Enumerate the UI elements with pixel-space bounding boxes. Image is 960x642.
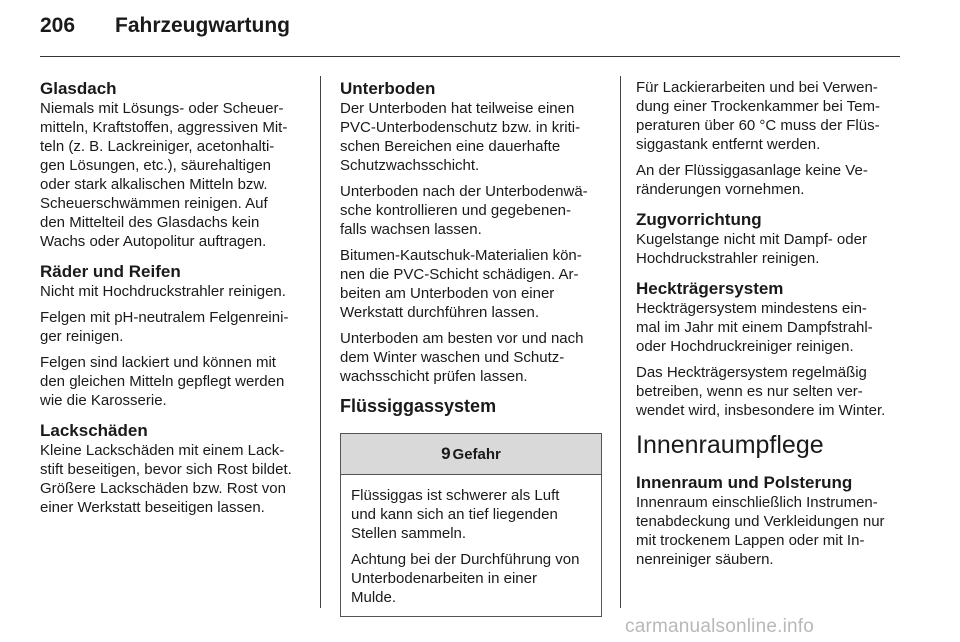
warning-icon: 9	[441, 444, 451, 463]
column-divider-2	[620, 76, 621, 608]
section-unterboden	[340, 78, 602, 386]
heading-glasdach: Glasdach	[40, 79, 117, 98]
page-header	[40, 14, 290, 38]
text-raeder-3: Felgen sind lackiert und können mit den gleichen Mitteln gepflegt werden wie die Karosserie.	[40, 354, 285, 409]
page-number: 206	[40, 14, 76, 37]
page-title: Fahrzeugwartung	[115, 14, 291, 37]
text-unterboden-4: Unterboden am besten vor und nach dem Winter waschen und Schutz- wachsschicht prüfen lassen.	[340, 330, 584, 385]
section-polsterung	[636, 472, 908, 569]
watermark: carmanualsonline.info	[625, 616, 815, 637]
heading-unterboden: Unterboden	[340, 79, 436, 98]
text-unterboden-3: Bitumen-Kautschuk-Materialien kön- nen die PVC-Schicht schädigen. Ar- beiten am Unterboden von einer Werkstatt durchführen lassen.	[340, 247, 582, 321]
warning-box	[340, 433, 602, 617]
text-hecktraeger-1: Heckträgersystem mindestens ein- mal im Jahr mit einem Dampfstrahl- oder Hochdruckreiniger reinigen.	[636, 300, 873, 355]
heading-fluessiggassystem: Flüssiggassystem	[340, 396, 497, 416]
heading-raeder: Räder und Reifen	[40, 262, 181, 281]
section-hecktraeger	[636, 278, 908, 420]
text-glasdach: Niemals mit Lösungs- oder Scheuer- mitteln, Kraftstoffen, aggressiven Mit- teln (z. B. Lackreiniger, acetonhalti- gen Lösungen, etc.), säurehaltigen oder stark alkalischen Mitteln bzw. Scheuerschwämmen reinigen. Auf den Mittelteil des Glasdachs kein Wachs oder Autopolitur auftragen.	[40, 100, 288, 250]
section-lackschaeden	[40, 420, 322, 517]
warning-text-1: Flüssiggas ist schwerer als Luft und kann sich an tief liegenden Stellen sammeln.	[351, 487, 560, 542]
warning-body	[341, 475, 601, 616]
text-polsterung: Innenraum einschließlich Instrumen- tenabdeckung und Verkleidungen nur mit trockenem Lappen oder mit In- nenreiniger säubern.	[636, 494, 885, 568]
text-lackierarbeiten: Für Lackierarbeiten und bei Verwen- dung einer Trockenkammer bei Tem- peraturen über 60 °C muss der Flüs- siggastank entfernt werden.	[636, 79, 880, 153]
section-glasdach	[40, 78, 322, 251]
text-unterboden-1: Der Unterboden hat teilweise einen PVC-Unterbodenschutz bzw. in kriti- schen Bereichen eine dauerhafte Schutzwachsschicht.	[340, 100, 581, 174]
heading-polsterung: Innenraum und Polsterung	[636, 473, 853, 492]
column-2	[340, 78, 602, 617]
section-anlage	[636, 161, 908, 199]
warning-header	[341, 434, 601, 475]
heading-zugvorrichtung: Zugvorrichtung	[636, 210, 762, 229]
heading-lackschaeden: Lackschäden	[40, 421, 148, 440]
section-raeder	[40, 261, 322, 410]
text-lackschaeden: Kleine Lackschäden mit einem Lack- stift beseitigen, bevor sich Rost bildet. Größere Lackschäden bzw. Rost von einer Werkstatt beseitigen lassen.	[40, 442, 292, 516]
text-hecktraeger-2: Das Heckträgersystem regelmäßig betreiben, wenn es nur selten ver- wendet wird, insbesondere im Winter.	[636, 364, 886, 419]
warning-text-2: Achtung bei der Durchführung von Unterbodenarbeiten in einer Mulde.	[351, 551, 580, 606]
section-zugvorrichtung	[636, 209, 908, 268]
text-raeder-2: Felgen mit pH-neutralem Felgenreini- ger reinigen.	[40, 309, 289, 345]
text-raeder-1: Nicht mit Hochdruckstrahler reinigen.	[40, 283, 286, 300]
header-divider	[40, 56, 900, 57]
heading-innenraumpflege: Innenraumpflege	[636, 431, 824, 459]
column-3	[636, 78, 908, 579]
column-1	[40, 78, 322, 527]
text-zugvorrichtung: Kugelstange nicht mit Dampf- oder Hochdruckstrahler reinigen.	[636, 231, 867, 267]
warning-label: Gefahr	[452, 446, 501, 463]
text-unterboden-2: Unterboden nach der Unterbodenwä- sche kontrollieren und gegebenen- falls wachsen lassen.	[340, 183, 588, 238]
text-anlage: An der Flüssiggasanlage keine Ve- ränderungen vornehmen.	[636, 162, 868, 198]
heading-hecktraeger: Heckträgersystem	[636, 279, 784, 298]
